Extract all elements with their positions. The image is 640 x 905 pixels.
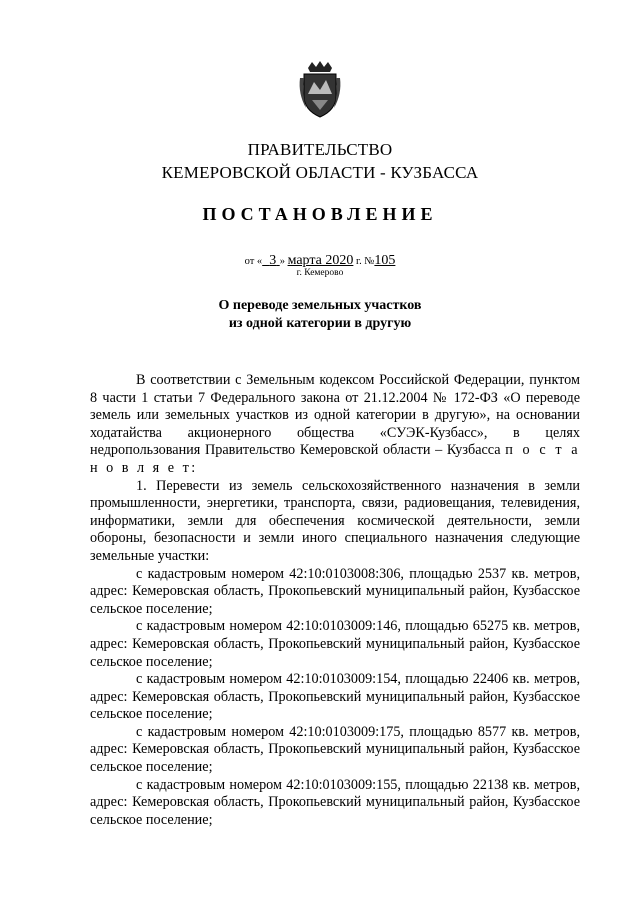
decree-word: п о с т а н о в л я е т: — [90, 442, 581, 476]
government-name-line2: КЕМЕРОВСКОЙ ОБЛАСТИ - КУЗБАССА — [161, 163, 479, 182]
number-sign: № — [364, 256, 375, 267]
intro-paragraph: В соответствии с Земельным кодексом Российской Федерации, пунктом 8 части 1 статьи 7 Федерального закона от 21.12.2004 № 172-ФЗ «О переводе земель или земельных участков из одной категории в другую», на основании ходатайства акционерного общества «СУЭК-Кузбасс», в целях недропользования Правительство Кемеровской области – Кузбасса п о с т а н о в л я е т: — [90, 372, 581, 476]
parcel-item: с кадастровым номером 42:10:0103009:175, площадью 8577 кв. метров, адрес: Кемеровская область, Прокопьевский муниципальный район, Кузбасское сельское поселение; — [90, 723, 580, 776]
parcel-item: с кадастровым номером 42:10:0103009:146, площадью 65275 кв. метров, адрес: Кемеровская область, Прокопьевский муниципальный район, Кузбасское сельское поселение; — [90, 618, 580, 670]
date-year-suffix: г. — [355, 256, 362, 267]
document-title-line2: из одной категории в другую — [228, 316, 412, 331]
parcel-item: с кадастровым номером 42:10:0103008:306, площадью 2537 кв. метров, адрес: Кемеровская область, Прокопьевский муниципальный район, Кузбасское сельское поселение; — [90, 565, 580, 617]
document-title-line1: О переводе земельных участков — [218, 298, 422, 313]
date-month-year: марта 2020 — [287, 253, 354, 268]
date-prefix: от « — [244, 256, 263, 267]
date-number-line — [0, 253, 640, 269]
city-name: г. Кемерово — [296, 268, 344, 278]
document-number: 105 — [374, 253, 396, 268]
government-name-line1: ПРАВИТЕЛЬСТВО — [247, 140, 393, 159]
parcel-item: с кадастровым номером 42:10:0103009:155, площадью 22138 кв. метров, адрес: Кемеровская область, Прокопьевский муниципальный район, Кузбасское сельское поселение; — [90, 776, 580, 828]
document-body — [90, 372, 580, 829]
date-mid: » — [279, 256, 285, 267]
document-type-heading: ПОСТАНОВЛЕНИЕ — [202, 204, 438, 224]
parcel-item: с кадастровым номером 42:10:0103009:154, площадью 22406 кв. метров, адрес: Кемеровская область, Прокопьевский муниципальный район, Кузбасское сельское поселение; — [90, 671, 580, 723]
item-1-paragraph: 1. Перевести из земель сельскохозяйственного назначения в земли промышленности, энергетики, транспорта, связи, радиовещания, телевидения, информатики, земли для обеспечения космической деятельности, земли обороны, безопасности и земли иного специального назначения следующие земельные участки: — [90, 477, 580, 564]
kuzbass-coat-of-arms-icon — [298, 60, 342, 120]
date-day: 3 — [269, 253, 277, 268]
